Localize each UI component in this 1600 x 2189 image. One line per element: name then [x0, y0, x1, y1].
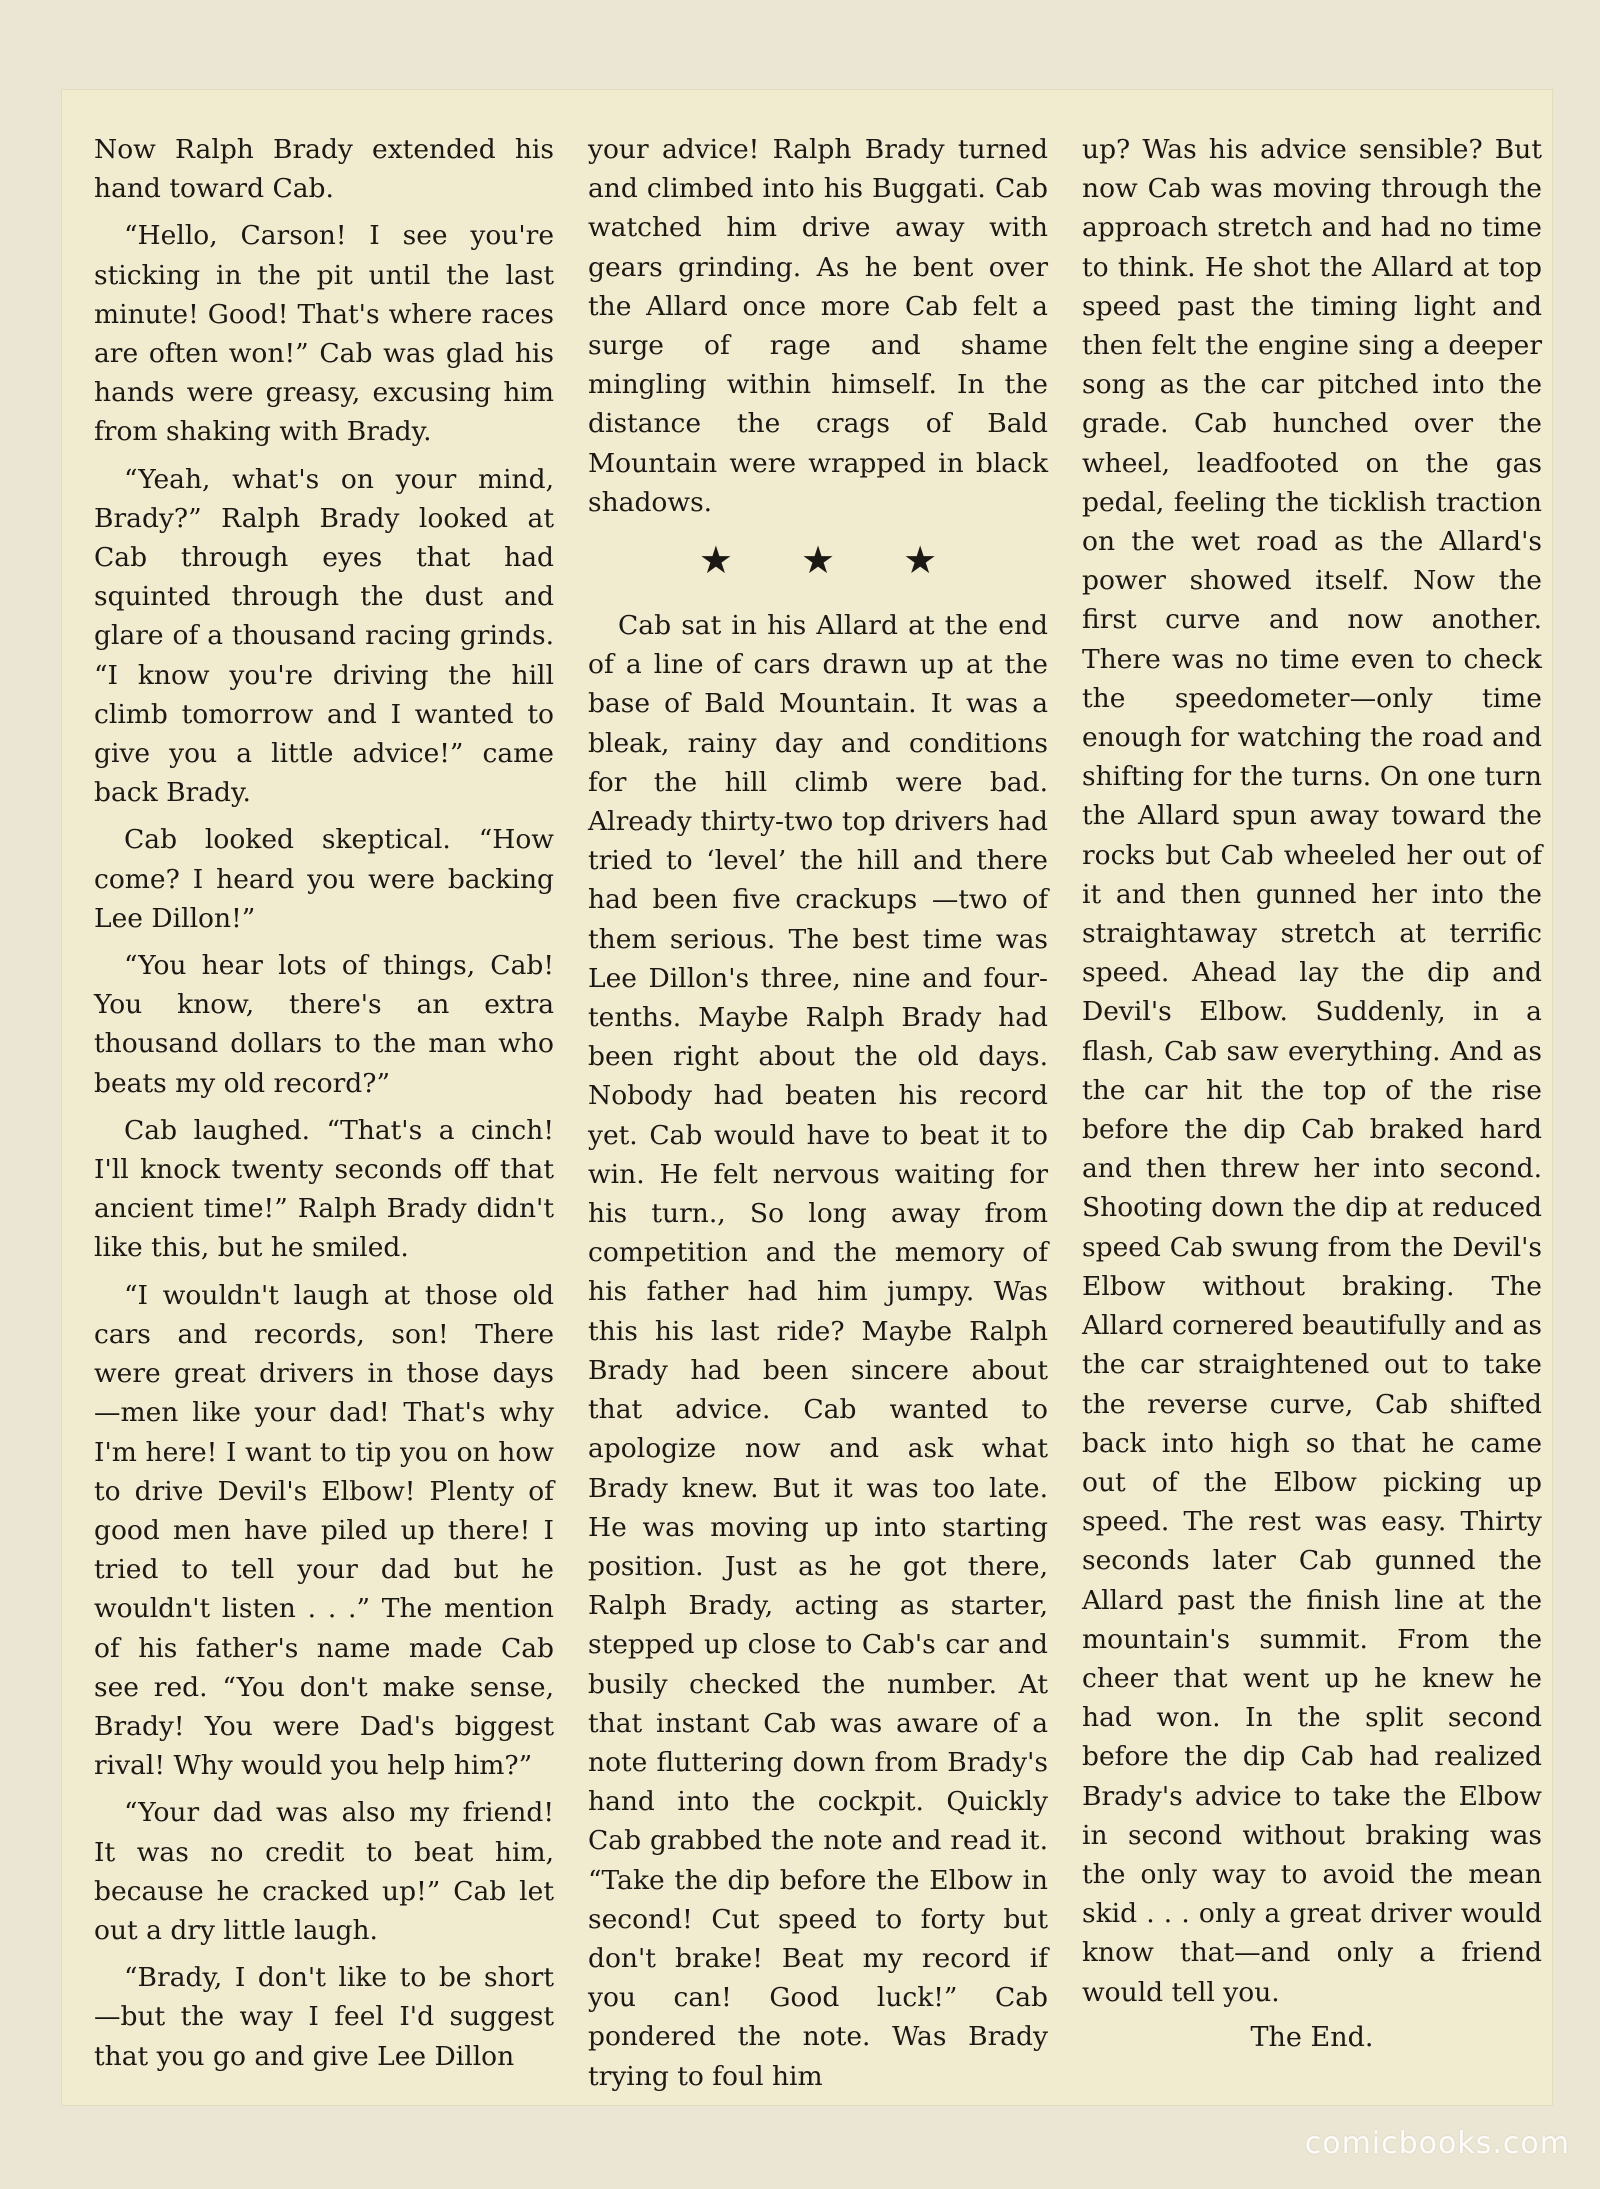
text-column-1	[94, 130, 554, 2076]
site-watermark: comicbooks.com	[1304, 2126, 1570, 2161]
text-column-2	[588, 130, 1048, 2096]
text-column-3	[1082, 130, 1542, 2057]
paragraph: your advice! Ralph Brady turned and climbed into his Buggati. Cab watched him drive away with gears grinding. As he bent over the Allard once more Cab felt a surge of rage and shame mingling within himself. In the distance the crags of Bald Mountain were wrapped in black shadows.	[588, 134, 1048, 518]
paragraph: Cab laughed. “That's a cinch! I'll knock twenty seconds off that ancient time!” Ralph Brady didn't like this, but he smiled.	[94, 1114, 554, 1264]
story-page	[62, 90, 1552, 2105]
paragraph: “Yeah, what's on your mind, Brady?” Ralph Brady looked at Cab through eyes that had squinted through the dust and glare of a thousand racing grinds. “I know you're driving the hill climb tomorrow and I wanted to give you a little advice!” came back Brady.	[94, 463, 554, 809]
paragraph: “I wouldn't laugh at those old cars and records, son! There were great drivers in those days—men like your dad! That's why I'm here! I want to tip you on how to drive Devil's Elbow! Plenty of good men have piled up there! I tried to tell your dad but he wouldn't listen . . .” The mention of his father's name made Cab see red. “You don't make sense, Brady! You were Dad's biggest rival! Why would you help him?”	[94, 1279, 554, 1782]
paragraph: “Brady, I don't like to be short —but the way I feel I'd suggest that you go and give Lee Dillon	[94, 1962, 554, 2072]
paragraph: “You hear lots of things, Cab! You know, there's an extra thousand dollars to the man who beats my old record?”	[94, 950, 554, 1099]
story-ending: The End.	[1250, 2021, 1374, 2053]
paragraph: Cab looked skeptical. “How come? I heard you were backing Lee Dillon!”	[94, 824, 554, 934]
paragraph: “Your dad was also my friend! It was no credit to beat him, because he cracked up!” Cab let out a dry little laugh.	[94, 1797, 554, 1946]
section-separator-stars: ★ ★ ★	[698, 538, 966, 583]
paragraph: Cab sat in his Allard at the end of a line of cars drawn up at the base of Bald Mountain. It was a bleak, rainy day and conditions for the hill climb were bad. Already thirty-two top drivers had tried to ‘level’ the hill and there had been five crackups —two of them serious. The best time was Lee Dillon's three, nine and four-tenths. Maybe Ralph Brady had been right about the old days. Nobody had beaten his record yet. Cab would have to beat it to win. He felt nervous waiting for his turn., So long away from competition and the memory of his father had him jumpy. Was this his last ride? Maybe Ralph Brady had been sincere about that advice. Cab wanted to apologize now and ask what Brady knew. But it was too late. He was moving up into starting position. Just as he got there, Ralph Brady, acting as starter, stepped up close to Cab's car and busily checked the number. At that instant Cab was aware of a note fluttering down from Brady's hand into the cockpit. Quickly Cab grabbed the note and read it. “Take the dip before the Elbow in second! Cut speed to forty but don't brake! Beat my record if you can! Good luck!” Cab pondered the note. Was Brady trying to foul him	[588, 610, 1048, 2092]
paragraph: up? Was his advice sensible? But now Cab was moving through the approach stretch and had no time to think. He shot the Allard at top speed past the timing light and then felt the engine sing a deeper song as the car pitched into the grade. Cab hunched over the wheel, leadfooted on the gas pedal, feeling the ticklish traction on the wet road as the Allard's power showed itself. Now the first curve and now another. There was no time even to check the speedometer—only time enough for watching the road and shifting for the turns. On one turn the Allard spun away toward the rocks but Cab wheeled her out of it and then gunned her into the straightaway stretch at terrific speed. Ahead lay the dip and Devil's Elbow. Suddenly, in a flash, Cab saw everything. And as the car hit the top of the rise before the dip Cab braked hard and then threw her into second. Shooting down the dip at reduced speed Cab swung from the Devil's Elbow without braking. The Allard cornered beautifully and as the car straightened out to take the reverse curve, Cab shifted back into high so that he came out of the Elbow picking up speed. The rest was easy. Thirty seconds later Cab gunned the Allard past the finish line at the mountain's summit. From the cheer that went up he knew he had won. In the split second before the dip Cab had realized Brady's advice to take the Elbow in second without braking was the only way to avoid the mean skid . . . only a great driver would know that—and only a friend would tell you.	[1082, 134, 1542, 2008]
paragraph: “Hello, Carson! I see you're sticking in the pit until the last minute! Good! That's where races are often won!” Cab was glad his hands were greasy, excusing him from shaking with Brady.	[94, 220, 554, 448]
paragraph: Now Ralph Brady extended his hand toward Cab.	[94, 134, 554, 205]
